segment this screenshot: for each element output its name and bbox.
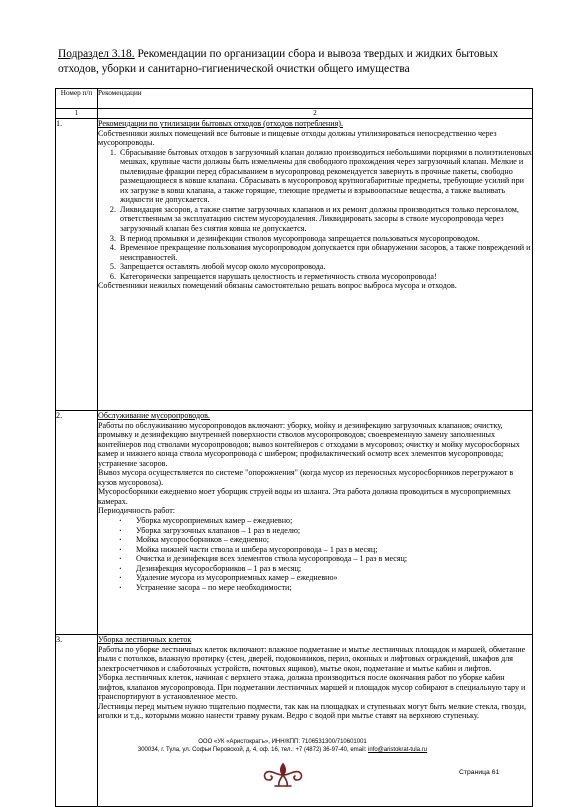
column-index-2: 2 (98, 109, 533, 119)
row-outro: Собственники нежилых помещений обязаны самостоятельно решать вопрос выброса мусора и отходов. (98, 281, 457, 291)
list-item: · Мойка нижней части ствола и шибера мусоропровода – 1 раз в месяц; (125, 545, 532, 555)
header-recommendations: Рекомендации (98, 89, 533, 109)
row-number: 1. (56, 119, 98, 411)
row-intro: Собственники жилых помещений все бытовые и пищевые отходы должны утилизироваться непосредственно через мусоропроводы. (98, 128, 497, 148)
row-content (98, 411, 533, 635)
row-heading: Обслуживание мусоропроводов. (98, 411, 210, 420)
company-address (0, 746, 565, 754)
ornament-icon (259, 760, 307, 790)
list-item: · Мойка мусоросборников – ежедневно; (125, 535, 532, 545)
list-item: · Уборка загрузочных клапанов – 1 раз в неделю; (125, 526, 532, 536)
row-paragraph: Периодичность работ: (98, 506, 176, 516)
table-header-row (56, 89, 533, 109)
list-item: · Дезинфекция мусоросборников – 1 раз в месяц; (125, 564, 532, 574)
row-paragraph: Лестницы перед мытьем нужно тщательно подмести, так как на площадках и ступеньках могут быть мелкие стекла, гвозди, иголки и т.д., которыми можно нанести травму рукам. Ведро с водой при мытье ставят на верхнюю ступеньку. (98, 701, 526, 721)
list-item: · Устранение засора – по мере необходимости; (125, 583, 532, 593)
row-number: 3. (56, 635, 98, 807)
list-item: · Уборка мусороприемных камер – ежедневно; (125, 516, 532, 526)
row-paragraph: Мусоросборники ежедневно моет уборщик струей воды из шланга. Эта работа должна проводиться в мусороприемных камерах. (98, 487, 511, 506)
list-item: 5. Запрещается оставлять любой мусор около мусоропровода. (118, 262, 532, 272)
row-content (98, 635, 533, 807)
list-item: · Удаление мусора из мусороприемных камер – ежедневно» (125, 573, 532, 583)
list-item: · Очистка и дезинфекция всех элементов ствола мусоропровода – 1 раз в месяц; (125, 554, 532, 564)
column-index-row (56, 109, 533, 119)
list-item: 6. Категорически запрещается нарушать целостность и герметичность ствола мусоропровода! (118, 272, 532, 282)
row-paragraph: Уборка лестничных клеток, начиная с верхнего этажа, должна производиться после окончания работ по уборке кабин лифтов, клапанов мусоропровода. При подметании лестничных маршей и площадок мусор собирают в специальную тару и транспортируют в установленное место. (98, 673, 526, 702)
list-item: 1. Сбрасывание бытовых отходов в загрузочный клапан должно производиться небольшими порциями в полиэтиленовых мешках, крупные части должны быть измельчены для свободного прохождения через загрузочный клапан. Мелкие и пылевидные фракции перед сбрасыванием в мусоропровод рекомендуется завернуть в прочные пакеты, свободно размещающиеся в ковше клапана. Сбрасывать в мусоропровод крупногабаритные предметы, требующие усилий при их загрузке в ковш клапана, а также горящие, тлеющие предметы и взрывоопасные вещества, а также выливать жидкости не допускается. (118, 148, 532, 205)
address-text: 300034, г. Тула, ул. Софьи Перовской, д. 4, оф. 16, тел.: +7 (4872) 36-97-40, email: (137, 747, 368, 753)
section-title (58, 47, 528, 77)
row-heading: Рекомендации по утилизации бытовых отходов (отходов потребления). (98, 119, 344, 128)
row-paragraph: Работы по уборке лестничных клеток включают: влажное подметание и мытье лестничных площадок и маршей, обметание пыли с потолков, влажную протирку (стен, дверей, подоконников, перил, оконных и лифтовых ограждений, шкафов для электросчетчиков и слаботочных устройств, почтовых ящиков), мытье окон, подметание и мытье кабин и лифтов. (98, 644, 526, 673)
header-number: Номер п/п (56, 89, 98, 109)
company-requisites: ООО «УК «Аристократъ», ИНН/КПП: 7106531300/710601001 (198, 739, 367, 745)
section-number: Подраздел 3.18. (58, 48, 135, 60)
table-row (56, 119, 533, 411)
email-link[interactable]: info@aristokrat-tula.ru (367, 747, 428, 753)
list-item: 2. Ликвидация засоров, а также снятие загрузочных клапанов и их ремонт должны производиться только персоналом, ответственным за эксплуатацию систем мусороудаления. Ликвидировать засоры в стволе мусоропровода через загрузочный клапан без снятия ковша не допускается. (118, 205, 532, 234)
column-index-1: 1 (56, 109, 98, 119)
list-item: 4. Временное прекращение пользования мусоропроводом допускается при обнаружении засоров, а также повреждений и неисправностей. (118, 243, 532, 262)
recommendations-table (55, 88, 533, 807)
table-row (56, 411, 533, 635)
numbered-list (98, 148, 532, 282)
section-title-text: Рекомендации по организации сбора и вывоза твердых и жидких бытовых отходов, уборки и санитарно-гигиенической очистки общего имущества (58, 48, 499, 75)
page-footer (0, 738, 565, 754)
row-number: 2. (56, 411, 98, 635)
row-content (98, 119, 533, 411)
row-paragraph: Вывоз мусора осуществляется по системе "опорожнения" (когда мусор из переносных мусоросборников перегружают в кузов мусоровоза). (98, 468, 514, 487)
list-item: 3. В период промывки и дезинфекции стволов мусоропровода запрещается пользоваться мусоропроводом. (118, 234, 532, 244)
row-paragraph: Работы по обслуживанию мусоропроводов включают: уборку, мойку и дезинфекцию загрузочных клапанов; очистку, промывку и дезинфекцию внутренней поверхности стволов мусоропроводов; своевременную замену заполненных контейнеров под стволами мусоропроводов; вывоз контейнеров с отходами в мусоровоз; очистку и мойку мусоросборных камер и нижнего конца ствола мусоропровода с шибером; профилактический осмотр всех элементов мусоропровода; устранение засоров. (98, 420, 520, 468)
row-heading: Уборка лестничных клеток (98, 635, 192, 644)
page-number: Страница 61 (459, 769, 500, 776)
schedule-list (98, 516, 532, 592)
